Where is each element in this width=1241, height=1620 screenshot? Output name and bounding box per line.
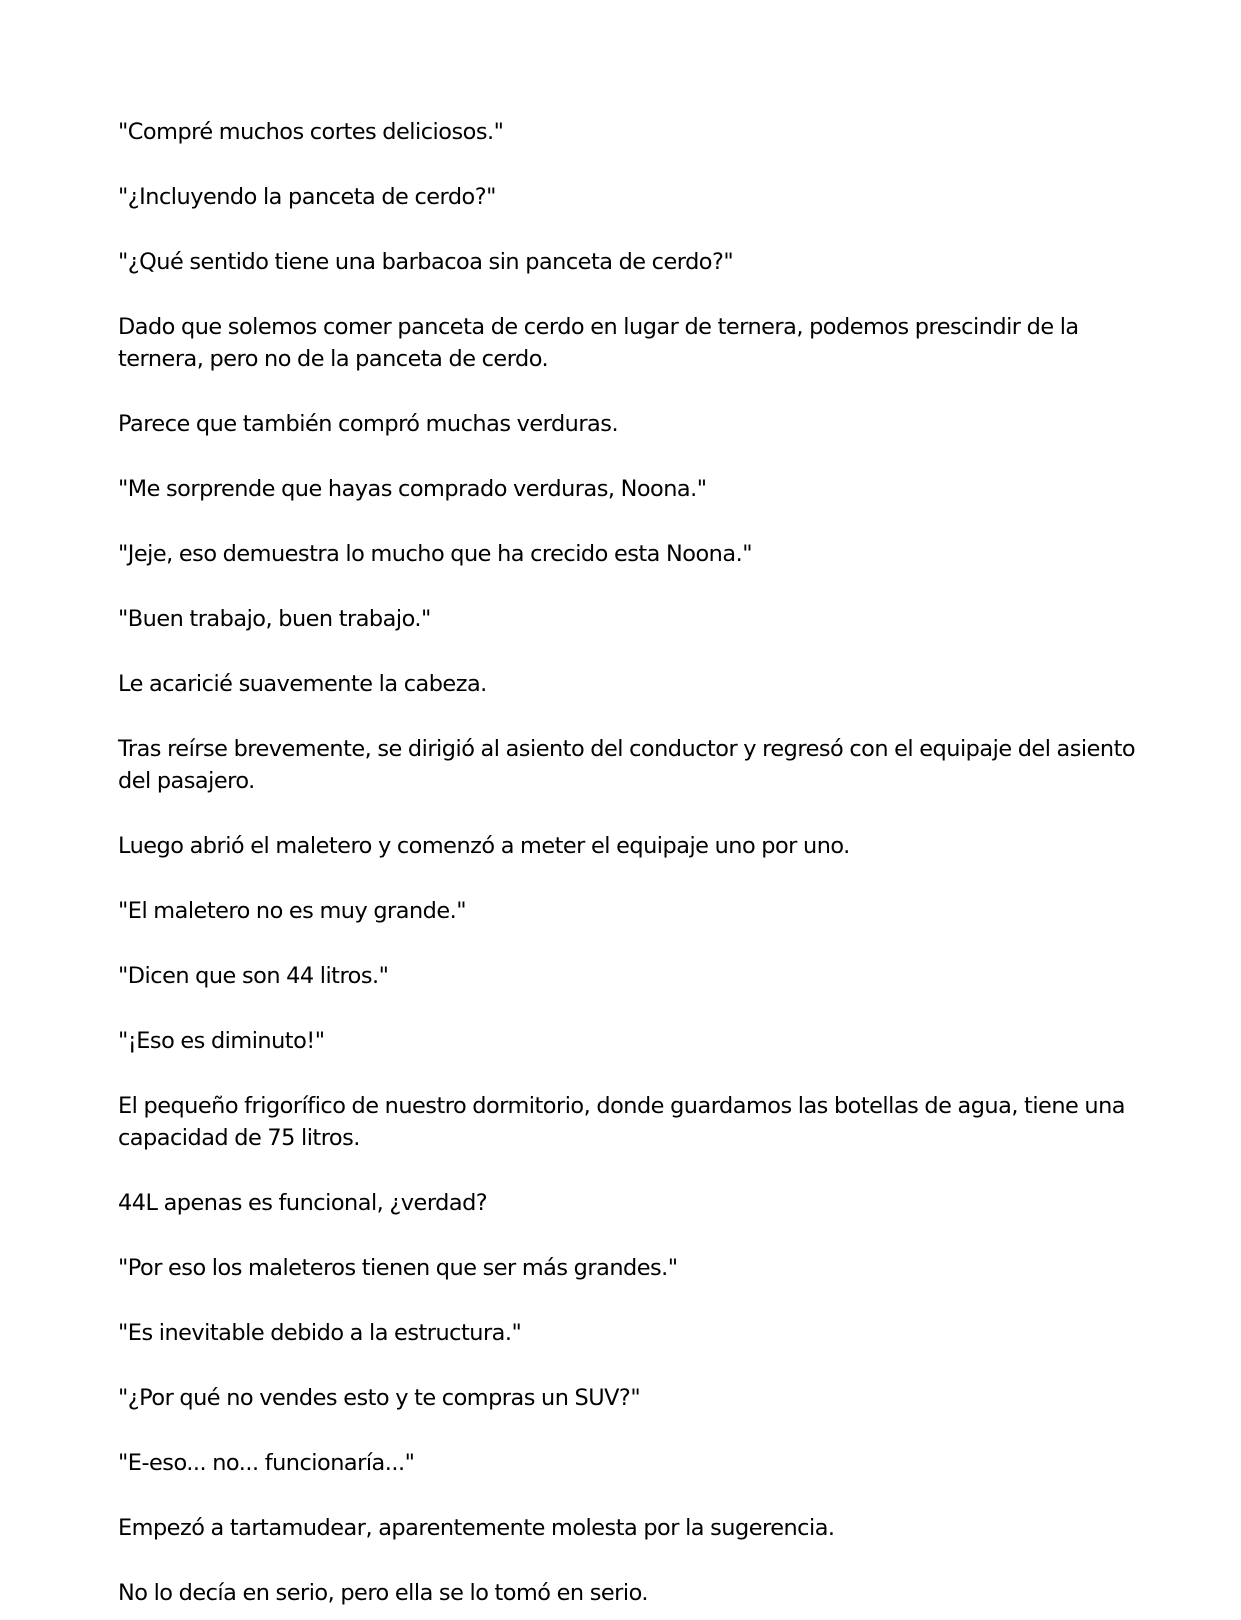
paragraph-16: 44L apenas es funcional, ¿verdad? <box>118 1190 488 1216</box>
paragraph-12: "El maletero no es muy grande." <box>118 898 467 924</box>
paragraph-7: "Jeje, eso demuestra lo mucho que ha crecido esta Noona." <box>118 541 752 567</box>
paragraph-8: "Buen trabajo, buen trabajo." <box>118 606 431 632</box>
paragraph-20: "E-eso... no... funcionaría..." <box>118 1450 415 1476</box>
paragraph-11: Luego abrió el maletero y comenzó a meter el equipaje uno por uno. <box>118 833 850 859</box>
paragraph-3: "¿Qué sentido tiene una barbacoa sin panceta de cerdo?" <box>118 249 734 275</box>
paragraph-5: Parece que también compró muchas verduras. <box>118 411 619 437</box>
paragraph-19: "¿Por qué no vendes esto y te compras un SUV?" <box>118 1385 641 1411</box>
paragraph-1: "Compré muchos cortes deliciosos." <box>118 119 504 145</box>
paragraph-21: Empezó a tartamudear, aparentemente molesta por la sugerencia. <box>118 1515 835 1541</box>
paragraph-4: Dado que solemos comer panceta de cerdo en lugar de ternera, podemos prescindir de la ternera, pero no de la panceta de cerdo. <box>118 314 1079 372</box>
paragraph-13: "Dicen que son 44 litros." <box>118 963 389 989</box>
paragraph-6: "Me sorprende que hayas comprado verduras, Noona." <box>118 476 707 502</box>
paragraph-2: "¿Incluyendo la panceta de cerdo?" <box>118 184 496 210</box>
paragraph-17: "Por eso los maleteros tienen que ser más grandes." <box>118 1255 678 1281</box>
paragraph-14: "¡Eso es diminuto!" <box>118 1028 325 1054</box>
paragraph-22: No lo decía en serio, pero ella se lo tomó en serio. <box>118 1580 648 1606</box>
paragraph-18: "Es inevitable debido a la estructura." <box>118 1320 522 1346</box>
paragraph-10: Tras reírse brevemente, se dirigió al asiento del conductor y regresó con el equipaje del asiento del pasajero. <box>118 736 1136 794</box>
document-text <box>118 116 1138 1620</box>
paragraph-9: Le acaricié suavemente la cabeza. <box>118 671 487 697</box>
paragraph-15: El pequeño frigorífico de nuestro dormitorio, donde guardamos las botellas de agua, tiene una capacidad de 75 litros. <box>118 1093 1126 1151</box>
